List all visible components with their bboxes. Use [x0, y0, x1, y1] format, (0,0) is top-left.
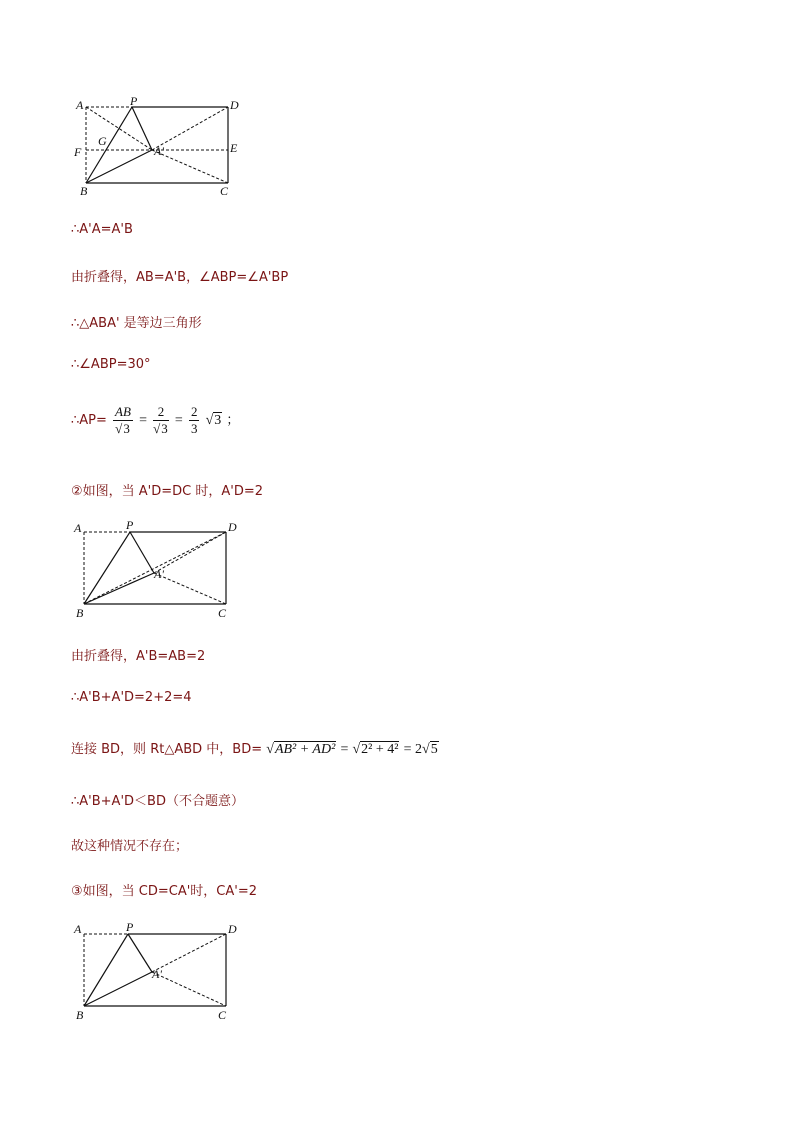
- label-A: A: [74, 521, 82, 535]
- label-A: A: [76, 98, 84, 112]
- case2-line-4: ∴A'B+A'D＜BD（不合题意）: [71, 794, 244, 809]
- text-line-4: ∴∠ABP=30°: [71, 357, 151, 372]
- case3-title: ③如图，当 CD=CA'时，CA'=2: [71, 884, 258, 899]
- text-line-5: ∴AP= $\frac{AB}{√3}$ = $\frac{2}{√3}$ = $\frac{2}{3}$ √3 ；: [71, 404, 240, 436]
- case2-line-1: 由折叠得，A'B=AB=2: [71, 649, 206, 664]
- label-P: P: [130, 94, 138, 108]
- label-P: P: [126, 518, 134, 532]
- label-D: D: [228, 922, 237, 936]
- label-B: B: [80, 184, 88, 198]
- label-F: F: [74, 145, 82, 159]
- fraction-2-over-3: $\frac{2}{3}$: [190, 404, 198, 436]
- text-line-3: ∴△ABA' 是等边三角形: [71, 316, 202, 331]
- figure-3: [70, 920, 270, 1025]
- case2-line-5: 故这种情况不存在；: [71, 839, 189, 854]
- text-line-1: ∴A'A=A'B: [71, 222, 133, 237]
- label-C: C: [220, 184, 229, 198]
- figure-2: [70, 518, 270, 623]
- text-line-2: 由折叠得，AB=A'B，∠ABP=∠A'BP: [71, 270, 289, 285]
- label-D: D: [228, 520, 237, 534]
- label-A-prime: A': [154, 144, 164, 158]
- case2-line-3: 连接 BD，则 Rt△ABD 中，BD= √AB² + AD² = √2² + 4² = 2√5: [71, 742, 438, 757]
- ap-prefix: ∴AP=: [71, 413, 107, 428]
- label-P: P: [126, 920, 134, 934]
- case2-line-2: ∴A'B+A'D=2+2=4: [71, 690, 192, 705]
- figure-1: [70, 95, 270, 205]
- label-G: G: [98, 134, 107, 148]
- label-B: B: [76, 606, 84, 620]
- label-A-prime: A': [154, 567, 164, 581]
- fraction-ab-over-root3: $\frac{AB}{√3}$: [115, 404, 131, 436]
- case2-title: ②如图，当 A'D=DC 时，A'D=2: [71, 484, 264, 499]
- label-B: B: [76, 1008, 84, 1022]
- label-A: A: [74, 922, 82, 936]
- label-D: D: [230, 98, 239, 112]
- label-A-prime: A': [152, 967, 162, 981]
- fraction-2-over-root3: $\frac{2}{√3}$: [153, 404, 168, 436]
- label-C: C: [218, 1008, 227, 1022]
- label-E: E: [230, 141, 238, 155]
- label-C: C: [218, 606, 227, 620]
